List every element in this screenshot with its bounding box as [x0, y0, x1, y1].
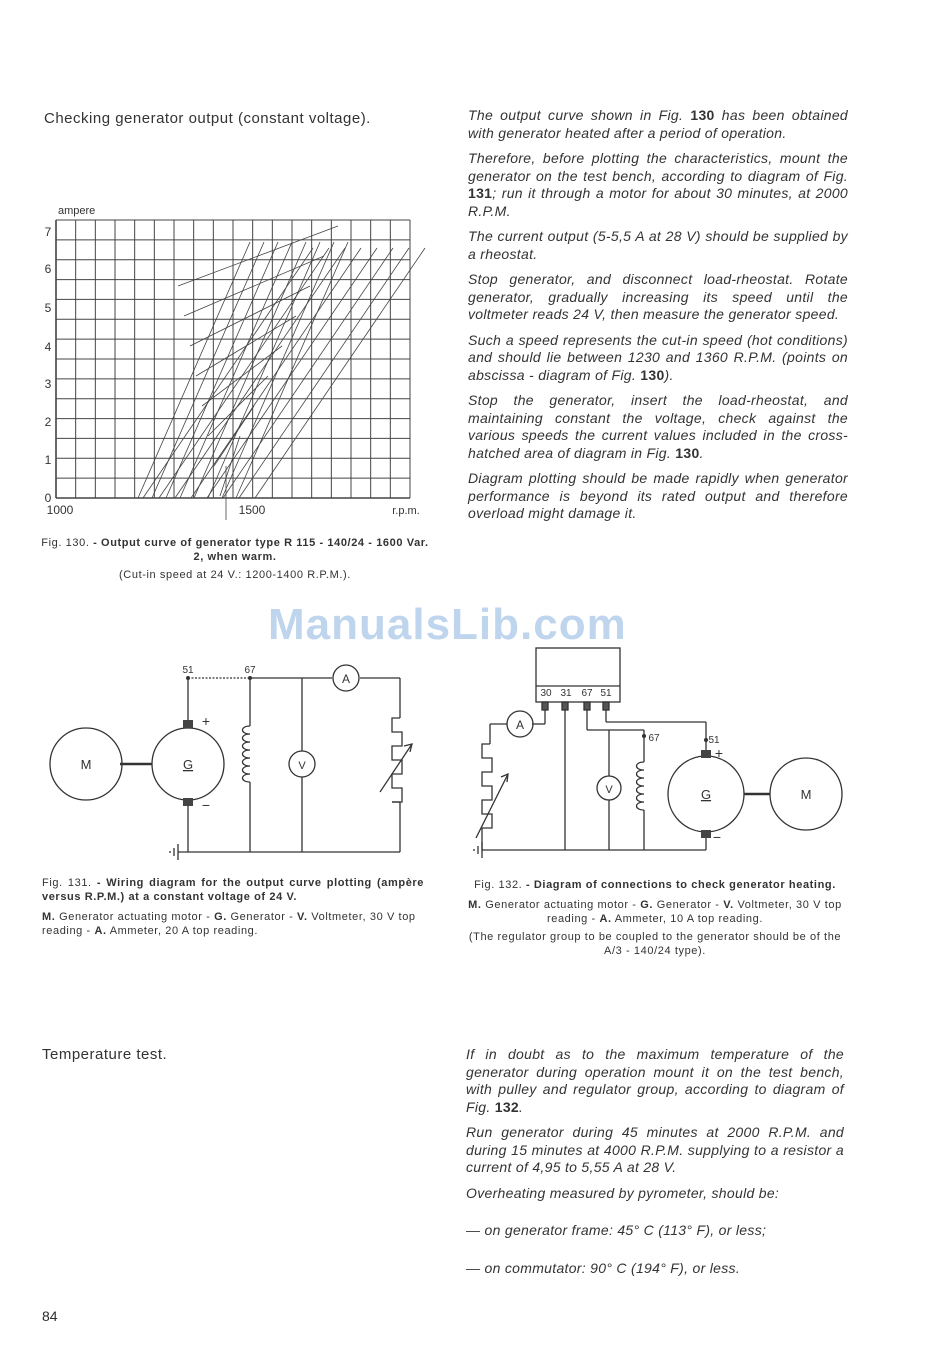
field-coil — [637, 762, 645, 810]
voltmeter-label: V — [298, 760, 306, 772]
paragraph: Such a speed represents the cut-in speed (hot conditions) and should lie between 1230 and 1360 R.P.M. (points on abscissa - diagram of Fig. 130). — [468, 331, 848, 383]
terminal-67-label: 67 — [244, 665, 256, 676]
plus-sign: + — [201, 713, 211, 729]
hatch-line — [255, 248, 425, 498]
hatch-line — [202, 346, 282, 406]
ammeter-label: A — [341, 672, 351, 686]
brush-negative — [183, 798, 193, 806]
caption-legend: M. Generator actuating motor - G. Generator - V. Voltmeter, 30 V top reading - A. Ammeter, 20 A top reading. — [42, 911, 416, 937]
generator-output-text — [468, 107, 848, 531]
x-tick-label: 1000 — [46, 503, 74, 517]
regulator-terminal-label: 30 — [540, 688, 552, 699]
terminal — [186, 676, 190, 680]
hatch-line — [214, 406, 254, 466]
hatch-line — [239, 248, 409, 498]
list-item: — on commutator: 90° C (194° F), or less. — [466, 1259, 741, 1276]
y-tick-label: 1 — [44, 453, 52, 467]
wiring-diagram-131 — [40, 662, 430, 862]
motor-label: M — [800, 787, 812, 802]
minus-sign: − — [201, 797, 211, 813]
paragraph: Therefore, before plotting the characteristics, mount the generator on the test bench, according to diagram of Fig. 131; run it through a motor for about 30 minutes, at 2000 R.P.M. — [468, 150, 848, 219]
figure-132-caption — [462, 878, 848, 958]
hatch-line — [196, 316, 296, 376]
terminal-51-label: 51 — [182, 665, 194, 676]
plus-sign: + — [714, 745, 724, 761]
regulator-terminal-label: 67 — [581, 688, 593, 699]
y-tick-label: 6 — [44, 262, 52, 276]
brush-negative — [701, 830, 711, 838]
terminal-51-label: 51 — [708, 735, 720, 746]
voltmeter-label: V — [605, 784, 613, 796]
regulator-terminal-label: 31 — [560, 688, 572, 699]
paragraph: Stop the generator, insert the load-rheostat, and maintaining constant the voltage, check against the various speeds the current values included in the cross-hatched area of diagram in Fig. 130. — [468, 392, 848, 461]
section-heading-temperature-test: Temperature test. — [42, 1046, 168, 1063]
y-tick-label: 4 — [44, 340, 52, 354]
y-tick-label: 7 — [44, 225, 52, 239]
y-tick-label: 5 — [44, 301, 52, 315]
hatch-line — [180, 242, 292, 498]
caption-title: Fig. 132. - Diagram of connections to check generator heating. — [474, 879, 836, 891]
paragraph: Run generator during 45 minutes at 2000 R.P.M. and during 15 minutes at 4000 R.P.M. supplying to a resistor a current of 4,95 to 5,55 A at 28 V. — [466, 1124, 844, 1175]
caption-note: (The regulator group to be coupled to the generator should be of the A/3 - 140/24 type). — [468, 931, 842, 957]
connection-diagram-132 — [460, 644, 846, 866]
x-axis-unit: r.p.m. — [392, 505, 420, 517]
cross-hatched-area — [138, 226, 425, 520]
paragraph: Overheating measured by pyrometer, should be: — [466, 1184, 780, 1201]
paragraph: The output curve shown in Fig. 130 has been obtained with generator heated after a period of operation. — [468, 107, 848, 141]
regulator-terminal-label: 51 — [600, 688, 612, 699]
generator-label: G — [182, 757, 194, 772]
hatch-line — [191, 248, 361, 498]
section-heading-generator-output: Checking generator output (constant voltage). — [44, 110, 371, 127]
y-axis-label: ampere — [58, 205, 96, 217]
hatch-line — [143, 248, 313, 498]
paragraph: Stop generator, and disconnect load-rheostat. Rotate generator, gradually increasing its speed until the voltmeter reads 24 V, then measure the generator speed. — [468, 271, 848, 322]
regulator-pin — [562, 702, 568, 710]
terminal-67-label: 67 — [648, 733, 660, 744]
y-tick-label: 0 — [44, 491, 52, 505]
terminal — [704, 738, 708, 742]
hatch-line — [159, 248, 329, 498]
paragraph: If in doubt as to the maximum temperature of the generator during operation mount it on the test bench, with pulley and regulator group, according to diagram of Fig. 132. — [466, 1046, 844, 1115]
caption-title: Fig. 130. - Output curve of generator type R 115 - 140/24 - 1600 Var. 2, when warm. — [41, 537, 429, 563]
load-rheostat — [392, 718, 402, 802]
generator-label: G — [700, 787, 712, 802]
brush-positive — [701, 750, 711, 758]
terminal — [248, 676, 252, 680]
field-coil — [243, 726, 251, 782]
y-tick-label: 2 — [44, 415, 52, 429]
page-number: 84 — [42, 1308, 58, 1324]
rheostat-arrow — [380, 744, 412, 792]
regulator-pin — [603, 702, 609, 710]
figure-131-caption — [42, 876, 424, 938]
caption-legend: M. Generator actuating motor - G. Generator - V. Voltmeter, 30 V top reading - A. Ammeter, 10 A top reading. — [468, 899, 842, 925]
hatch-line — [208, 376, 268, 436]
minus-sign: − — [712, 829, 722, 845]
motor-label: M — [80, 757, 92, 772]
brush-positive — [183, 720, 193, 728]
hatch-line — [166, 242, 278, 498]
regulator-pin — [584, 702, 590, 710]
list-item: — on generator frame: 45° C (113° F), or less; — [466, 1222, 767, 1238]
hatch-line — [208, 242, 320, 498]
regulator-pin — [542, 702, 548, 710]
output-curve-chart — [38, 200, 430, 520]
caption-subtitle: (Cut-in speed at 24 V.: 1200-1400 R.P.M.). — [119, 569, 351, 581]
temperature-test-text — [466, 1046, 844, 1297]
terminal — [642, 734, 646, 738]
ammeter-label: A — [515, 718, 525, 732]
figure-130-caption — [40, 536, 430, 582]
watermark: ManualsLib.com — [268, 600, 627, 649]
paragraph: The current output (5-5,5 A at 28 V) should be supplied by a rheostat. — [468, 228, 848, 262]
caption-title: Fig. 131. - Wiring diagram for the output curve plotting (ampère versus R.P.M.) at a constant voltage of 24 V. — [42, 877, 425, 903]
x-tick-label: 1500 — [238, 503, 266, 517]
y-tick-label: 3 — [44, 377, 52, 391]
paragraph: Diagram plotting should be made rapidly when generator performance is beyond its rated output and therefore overload might damage it. — [468, 470, 848, 521]
